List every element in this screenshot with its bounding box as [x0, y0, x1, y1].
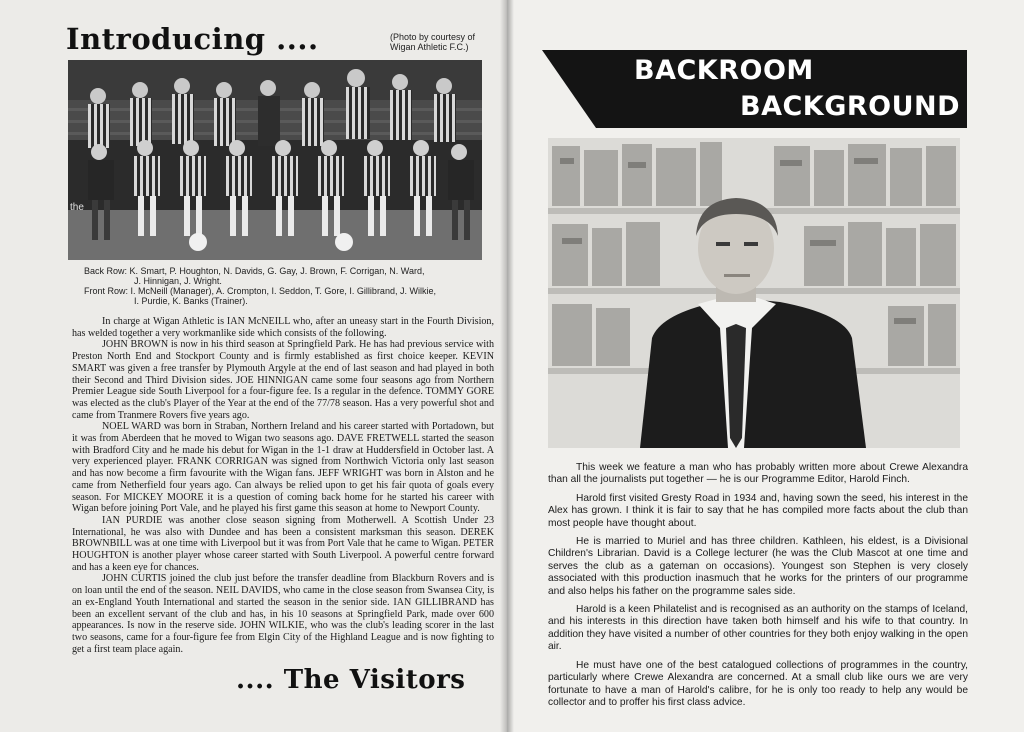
right-page [508, 0, 1024, 732]
caption-front-row-cont: I. Purdie, K. Banks (Trainer). [134, 296, 248, 306]
svg-text:the: the [70, 202, 84, 213]
article-paragraph: This week we feature a man who has probably written more about Crewe Alexandra than all the journalists put together — he is our Programme Editor, Harold Finch. [548, 462, 968, 486]
caption-back-row-cont: J. Hinnigan, J. Wright. [134, 276, 222, 286]
backroom-article [548, 462, 968, 715]
introducing-article [72, 316, 494, 655]
photo-caption [84, 266, 494, 306]
left-page [0, 0, 508, 732]
banner-line-1: BACKROOM [634, 55, 814, 86]
article-paragraph: JOHN BROWN is now in his third season at Springfield Park. He has had previous service with Preston North End and Stockport County and is firmly established as first choice keeper. KEVIN SMART was given a free transfer by Plymouth Argyle at the end of last season and had played in both their Second and Third Division sides. JOE HINNIGAN came some four seasons ago from Northern Premier League side South Liverpool for a four-figure fee. Is a regular in the defence. TOMMY GORE was elected as the club's Player of the Year at the end of the 77/78 season. Has a very powerful shot and came from Tranmere Rovers five years ago. [72, 339, 494, 421]
photo-credit [390, 32, 475, 52]
team-photo-graphic [68, 60, 482, 260]
photo-credit-line-2: Wigan Athletic F.C.) [390, 42, 469, 52]
page-gutter [500, 0, 514, 732]
article-paragraph: NOEL WARD was born in Straban, Northern Ireland and his career started with Portadown, but it was from Aberdeen that he moved to Wigan two seasons ago. DAVE FRETWELL started the season with Bradford City and he made his debut for Wigan in the 1-1 draw at Huddersfield in October last. A very experienced player. FRANK CORRIGAN was signed from Northwich Victoria only last season and has now become a firm favourite with the Wigan fans. JEFF WRIGHT was born in Alston and he came from Netherfield four years ago. Can always be relied upon to get his fair quota of goals every season. For MICKEY MOORE it is a question of coming back home for he started his career with Wigan before joining Port Vale, and he played his first game this season at home to Newport County. [72, 421, 494, 515]
backroom-banner [542, 50, 967, 128]
intro-title: Introducing .... [66, 22, 319, 56]
article-paragraph: JOHN CURTIS joined the club just before the transfer deadline from Blackburn Rovers and is on loan until the end of the season. NEIL DAVIDS, who came in the close season from Swansea City, is an ex-England Youth International and started the season in the senior side. IAN GILLIBRAND has been an excellent servant of the club and has, in his 10 seasons at Springfield Park, made over 600 appearances. Is now in the reserve side. JOHN WILKIE, who was the club's leading scorer in the last two seasons, came for a four-figure fee from Elgin City of the Highland League and is now fighting to get a first team place again. [72, 573, 494, 655]
article-paragraph: In charge at Wigan Athletic is IAN McNEILL who, after an uneasy start in the Fourth Division, has welded together a very workmanlike side which consists of the following. [72, 316, 494, 339]
article-paragraph: IAN PURDIE was another close season signing from Motherwell. A Scottish Under 23 International, he was also with Dundee and has been a consistent marksman this season. DEREK BROWNBILL was at one time with Liverpool but it was from Port Vale that he came to Wigan. PETER HOUGHTON is another player whose career started with South Liverpool. A powerful centre forward and has a keen eye for chances. [72, 514, 494, 573]
portrait-graphic [548, 138, 960, 448]
article-paragraph: Harold is a keen Philatelist and is recognised as an authority on the stamps of Iceland, and his interests in this direction have taken both himself and his wife to that country. In addition they have visited a number of other countries for they both enjoy walking in the open air. [548, 604, 968, 653]
article-paragraph: He is married to Muriel and has three children. Kathleen, his eldest, is a Divisional Children's Librarian. David is a College lecturer (he was the Club Mascot at one time and serves the club as a gateman on occasions). Youngest son Stephen is very closely associated with this production inasmuch that he works for the printers of our programme and also helps his father on the programme sales side. [548, 536, 968, 597]
visitors-heading: .... The Visitors [236, 665, 466, 695]
team-photo [68, 60, 482, 260]
caption-front-row: Front Row: I. McNeill (Manager), A. Crompton, I. Seddon, T. Gore, I. Gillibrand, J. Wilkie, [84, 286, 436, 296]
photo-credit-line-1: (Photo by courtesy of [390, 32, 476, 42]
harold-finch-photo [548, 138, 960, 448]
article-paragraph: Harold first visited Gresty Road in 1934 and, having sown the seed, his interest in the Alex has grown. I think it is fair to say that he has compiled more facts about the club than most people have thought about. [548, 492, 968, 529]
caption-back-row: Back Row: K. Smart, P. Houghton, N. Davids, G. Gay, J. Brown, F. Corrigan, N. Ward, [84, 266, 425, 276]
article-paragraph: He must have one of the best catalogued collections of programmes in the country, particularly where Crewe Alexandra are concerned. At a small club like ours we are very fortunate to have a man of Harold's calibre, for he is only too ready to help any would be collector and to proffer his first class advice. [548, 659, 968, 708]
banner-line-2: BACKGROUND [740, 91, 961, 122]
